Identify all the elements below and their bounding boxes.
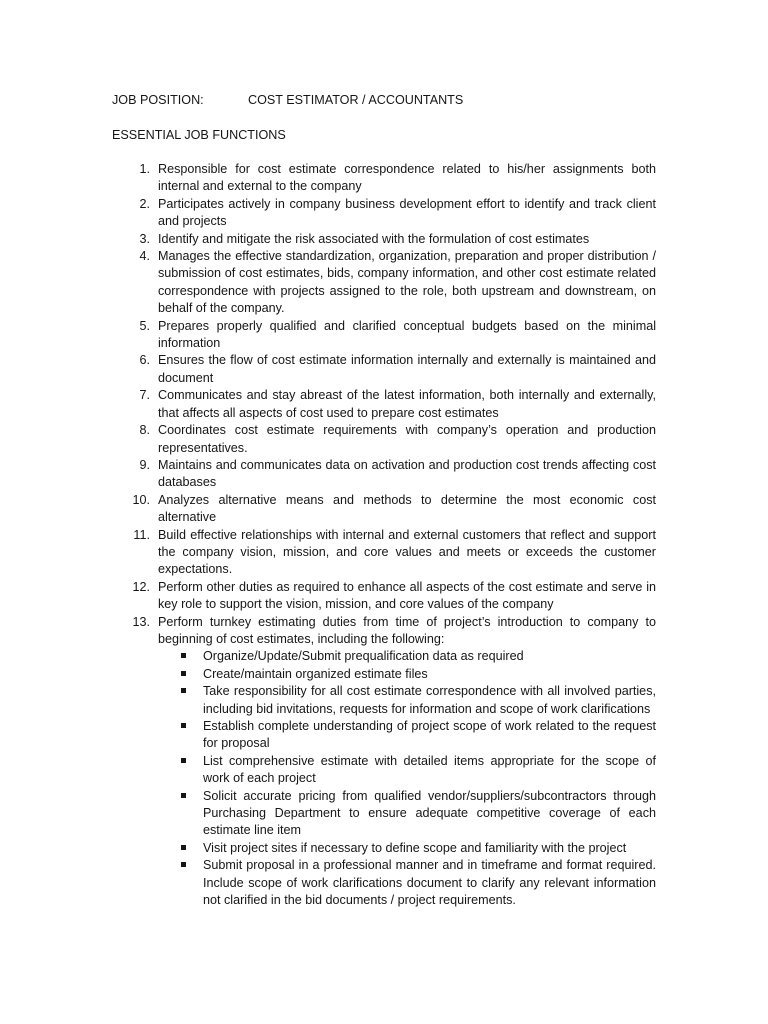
item-text: Perform other duties as required to enhance all aspects of the cost estimate and serve in key role to support the vision, mission, and core values of the company xyxy=(158,579,656,612)
list-item xyxy=(112,248,656,318)
item-text: Identify and mitigate the risk associated with the formulation of cost estimates xyxy=(158,231,590,246)
bullet-item xyxy=(203,683,656,718)
bullet-item xyxy=(203,666,656,683)
item-number: 11. xyxy=(133,527,150,542)
bullet-item xyxy=(203,753,656,788)
square-bullet-icon xyxy=(181,653,186,658)
bullet-text: Create/maintain organized estimate files xyxy=(203,666,428,681)
item-text: Prepares properly qualified and clarified conceptual budgets based on the minimal information xyxy=(158,318,656,351)
item-number: 9. xyxy=(139,457,150,472)
square-bullet-icon xyxy=(181,758,186,763)
item-text: Responsible for cost estimate correspondence related to his/her assignments both internal and external to the company xyxy=(158,162,656,194)
bullet-text: Solicit accurate pricing from qualified vendor/suppliers/subcontractors through Purchasing Department to ensure adequate competitive coverage of each estimate line item xyxy=(203,788,656,838)
square-bullet-icon xyxy=(181,671,186,676)
bullet-item xyxy=(203,648,656,665)
item-number: 1. xyxy=(139,162,150,176)
item-text: Manages the effective standardization, organization, preparation and proper distribution / submission of cost estimates, bids, company information, and other cost estimate related correspondence with projects assigned to the role, both upstream and downstream, on behalf of the company. xyxy=(158,249,656,316)
list-item xyxy=(112,422,656,457)
bullet-item xyxy=(203,788,656,840)
list-item xyxy=(112,579,656,614)
sub-bullet-list xyxy=(158,648,656,909)
bullet-text: Organize/Update/Submit prequalification data as required xyxy=(203,649,524,664)
item-text: Ensures the flow of cost estimate information internally and externally is maintained and document xyxy=(158,353,656,385)
item-number: 12. xyxy=(132,579,150,594)
square-bullet-icon xyxy=(181,862,186,867)
job-position-label: JOB POSITION: xyxy=(112,93,204,107)
job-functions-list xyxy=(112,161,656,909)
item-number: 2. xyxy=(139,196,150,211)
list-item xyxy=(112,196,656,231)
list-item xyxy=(112,492,656,527)
item-text: Build effective relationships with internal and external customers that reflect and support the company vision, mission, and core values and meets or exceeds the customer expectations. xyxy=(158,527,656,577)
list-item xyxy=(112,457,656,492)
item-number: 8. xyxy=(139,423,150,438)
item-text: Maintains and communicates data on activation and production cost trends affecting cost databases xyxy=(158,457,656,490)
list-item xyxy=(112,318,656,353)
list-item xyxy=(112,352,656,387)
item-number: 4. xyxy=(139,249,150,264)
list-item xyxy=(112,161,656,196)
square-bullet-icon xyxy=(181,723,186,728)
bullet-text: Visit project sites if necessary to define scope and familiarity with the project xyxy=(203,840,627,855)
square-bullet-icon xyxy=(181,688,186,693)
item-number: 10. xyxy=(132,492,150,507)
bullet-item xyxy=(203,857,656,909)
item-text: Analyzes alternative means and methods to determine the most economic cost alternative xyxy=(158,492,656,525)
list-item xyxy=(112,614,656,910)
bullet-text: Submit proposal in a professional manner and in timeframe and format required. Include scope of work clarifications document to clarify any relevant information not clarified in the bid documents / project requirements. xyxy=(203,858,656,908)
list-item xyxy=(112,231,656,248)
item-number: 13. xyxy=(132,614,150,629)
job-position-title: COST ESTIMATOR / ACCOUNTANTS xyxy=(248,93,464,107)
item-number: 6. xyxy=(139,353,150,368)
square-bullet-icon xyxy=(181,845,186,850)
bullet-item xyxy=(203,718,656,753)
item-number: 5. xyxy=(139,318,150,333)
item-text: Perform turnkey estimating duties from time of project’s introduction to company to beginning of cost estimates, including the following: xyxy=(158,614,656,646)
bullet-text: Take responsibility for all cost estimate correspondence with all involved parties, including bid invitations, requests for information and scope of work clarifications xyxy=(203,684,656,716)
item-text: Communicates and stay abreast of the latest information, both internally and externally, that affects all aspects of cost used to prepare cost estimates xyxy=(158,388,656,420)
bullet-text: List comprehensive estimate with detailed items appropriate for the scope of work of each project xyxy=(203,753,656,786)
section-heading: ESSENTIAL JOB FUNCTIONS xyxy=(112,128,286,142)
bullet-text: Establish complete understanding of project scope of work related to the request for proposal xyxy=(203,719,656,751)
item-text: Participates actively in company business development effort to identify and track client and projects xyxy=(158,196,656,229)
item-number: 3. xyxy=(139,231,150,246)
list-item xyxy=(112,527,656,579)
bullet-item xyxy=(203,840,656,857)
item-number: 7. xyxy=(139,388,150,403)
job-position-header xyxy=(112,92,672,110)
item-text: Coordinates cost estimate requirements with company’s operation and production representatives. xyxy=(158,423,656,455)
list-item xyxy=(112,387,656,422)
square-bullet-icon xyxy=(181,793,186,798)
